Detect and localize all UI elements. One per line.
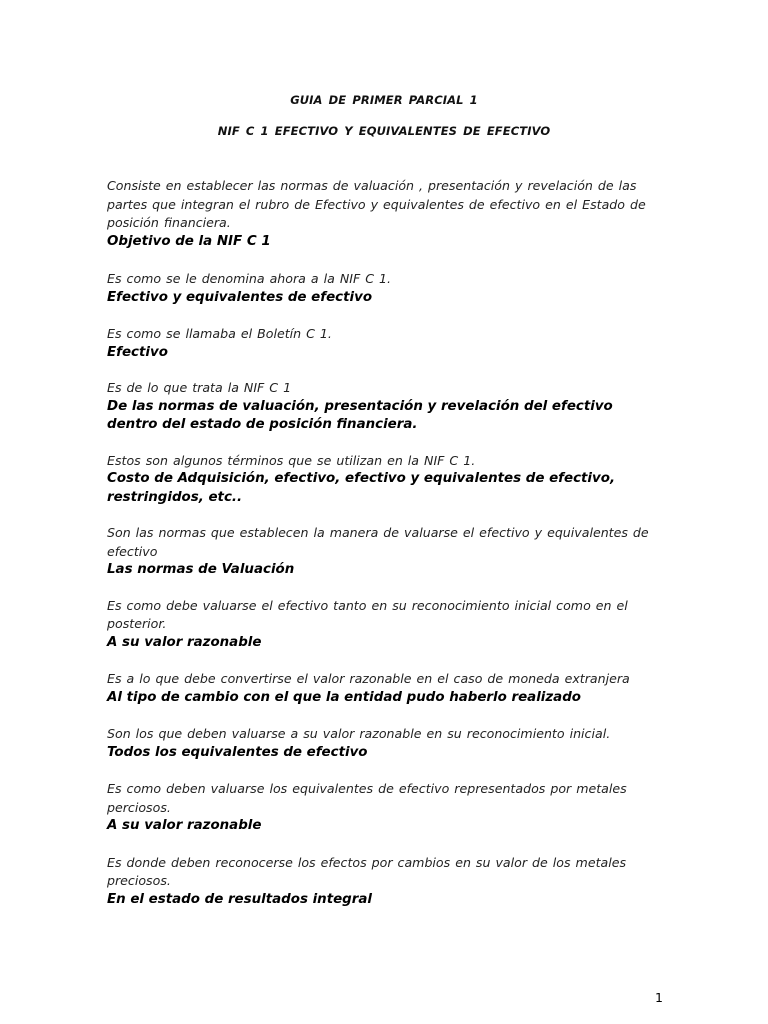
question-text: Es como se le denomina ahora a la NIF C 1.	[107, 271, 392, 286]
question-text: Consiste en establecer las normas de valuación , presentación y revelación de las partes que integran el rubro de Efectivo y equivalentes de efectivo en el Estado de posición financiera.	[107, 178, 646, 230]
question-text: Son las normas que establecen la manera de valuarse el efectivo y equivalentes de efectivo	[107, 525, 649, 559]
answer-text: De las normas de valuación, presentación y revelación del efectivo dentro del estado de posición financiera.	[107, 398, 613, 432]
answer-text: Efectivo	[107, 344, 168, 360]
qa-list	[107, 177, 659, 909]
answer-text: Efectivo y equivalentes de efectivo	[107, 289, 373, 305]
question-text: Es de lo que trata la NIF C 1	[107, 380, 292, 395]
qa-item	[107, 854, 659, 910]
answer-text: Objetivo de la NIF C 1	[107, 233, 271, 249]
qa-item	[107, 597, 659, 653]
qa-item	[107, 452, 659, 508]
question-text: Es como se llamaba el Boletín C 1.	[107, 326, 332, 341]
answer-text: A su valor razonable	[107, 818, 262, 833]
qa-item	[107, 325, 659, 362]
question-text: Son los que deben valuarse a su valor razonable en su reconocimiento inicial.	[107, 726, 611, 741]
answer-text: En el estado de resultados integral	[107, 891, 372, 907]
answer-text: A su valor razonable	[107, 634, 262, 650]
page-number: 1	[655, 990, 663, 1005]
document-title: GUIA DE PRIMER PARCIAL 1	[290, 93, 478, 107]
document-subtitle: NIF C 1 EFECTIVO Y EQUIVALENTES DE EFECTIVO	[217, 124, 551, 138]
question-text: Es como debe valuarse el efectivo tanto en su reconocimiento inicial como en el posterior.	[107, 597, 628, 631]
answer-text: Las normas de Valuación	[107, 562, 295, 577]
qa-item	[107, 670, 659, 707]
question-text: Es donde deben reconocerse los efectos por cambios en su valor de los metales preciosos.	[107, 854, 627, 888]
answer-text: Costo de Adquisición, efectivo, efectivo y equivalentes de efectivo, restringidos, etc..	[107, 471, 616, 505]
qa-item	[107, 177, 659, 251]
answer-text: Todos los equivalentes de efectivo	[107, 744, 368, 760]
qa-item	[107, 725, 659, 762]
question-text: Estos son algunos términos que se utilizan en la NIF C 1.	[107, 452, 476, 468]
question-text: Es a lo que debe convertirse el valor razonable en el caso de moneda extranjera	[107, 671, 630, 686]
answer-text: Al tipo de cambio con el que la entidad pudo haberlo realizado	[107, 689, 582, 705]
qa-item	[107, 379, 659, 435]
qa-item	[107, 780, 659, 836]
qa-item	[107, 270, 659, 307]
question-text: Es como deben valuarse los equivalentes de efectivo representados por metales perciosos.	[107, 781, 627, 815]
qa-item	[107, 524, 659, 580]
